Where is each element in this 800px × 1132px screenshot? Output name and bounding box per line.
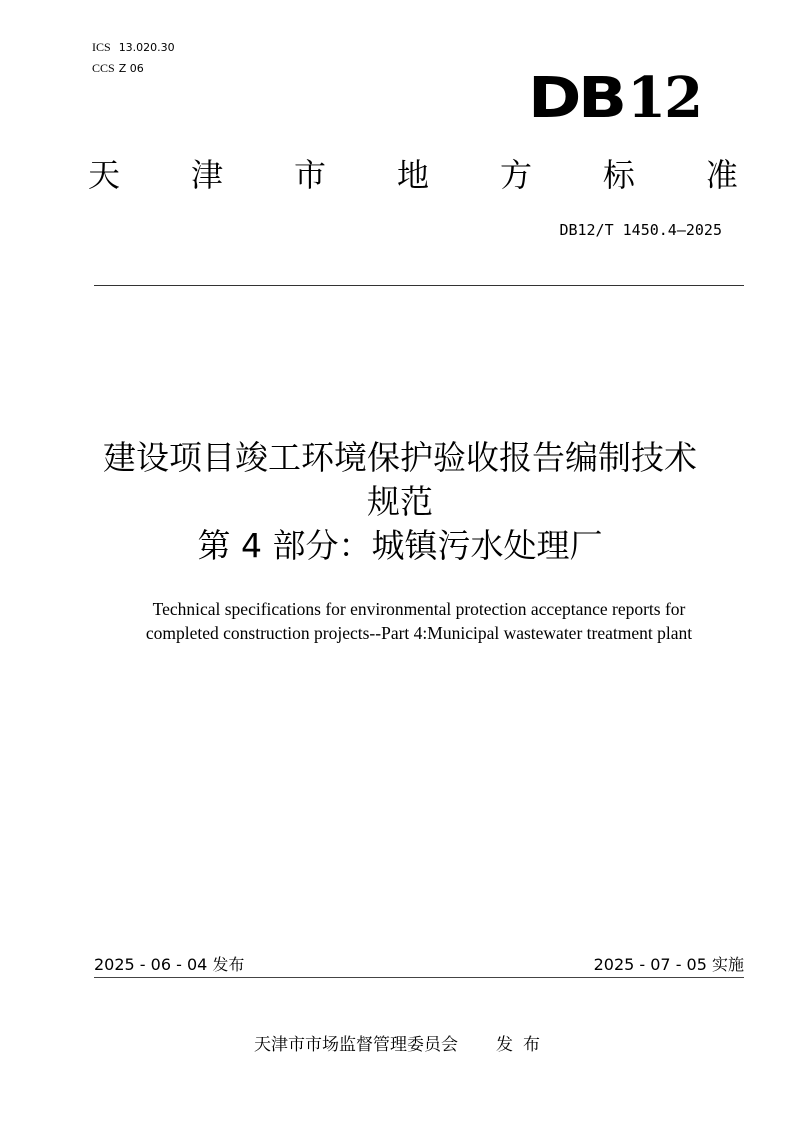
standard-type-char: 标 — [602, 156, 635, 194]
publish-date: 2025 - 06 - 04 发布 — [94, 955, 245, 974]
standard-code: DB12/T 1450.4—2025 — [559, 221, 722, 239]
standard-type-char: 方 — [499, 156, 532, 194]
title-cn-line-3: 第 4 部分：城镇污水处理厂 — [197, 526, 603, 565]
standard-type-char: 津 — [190, 156, 223, 194]
standard-type-char: 天 — [88, 156, 121, 194]
logo-number: 12 — [627, 65, 702, 131]
ccs-code: Z 06 — [118, 62, 144, 75]
title-en-line-1: Technical specifications for environmental protection acceptance reports for — [152, 599, 686, 619]
footer-divider — [94, 977, 744, 978]
standard-type-char: 地 — [396, 156, 429, 194]
title-cn-line-2: 规范 — [367, 482, 433, 521]
header-divider — [94, 285, 744, 286]
standard-type-heading — [88, 155, 738, 195]
standard-type-char: 市 — [293, 156, 326, 194]
publisher-action: 发布 — [496, 1035, 550, 1055]
ccs-label: CCS — [92, 61, 115, 75]
db12-logo — [528, 65, 708, 131]
ics-classification — [92, 40, 175, 55]
standard-type-char: 准 — [705, 156, 738, 194]
ccs-classification — [92, 61, 144, 76]
implementation-date: 2025 - 07 - 05 实施 — [593, 955, 744, 974]
document-title-cn — [0, 436, 800, 568]
document-title-en — [0, 597, 800, 645]
publisher-name: 天津市市场监督管理委员会 — [254, 1035, 458, 1055]
logo-db: DB — [528, 66, 624, 131]
publisher-line — [254, 1034, 550, 1056]
ics-label: ICS — [92, 40, 111, 54]
title-cn-line-1: 建设项目竣工环境保护验收报告编制技术 — [103, 438, 697, 477]
title-en-line-2: completed construction projects--Part 4:Municipal wastewater treatment plant — [145, 623, 693, 643]
ics-code: 13.020.30 — [118, 41, 175, 54]
